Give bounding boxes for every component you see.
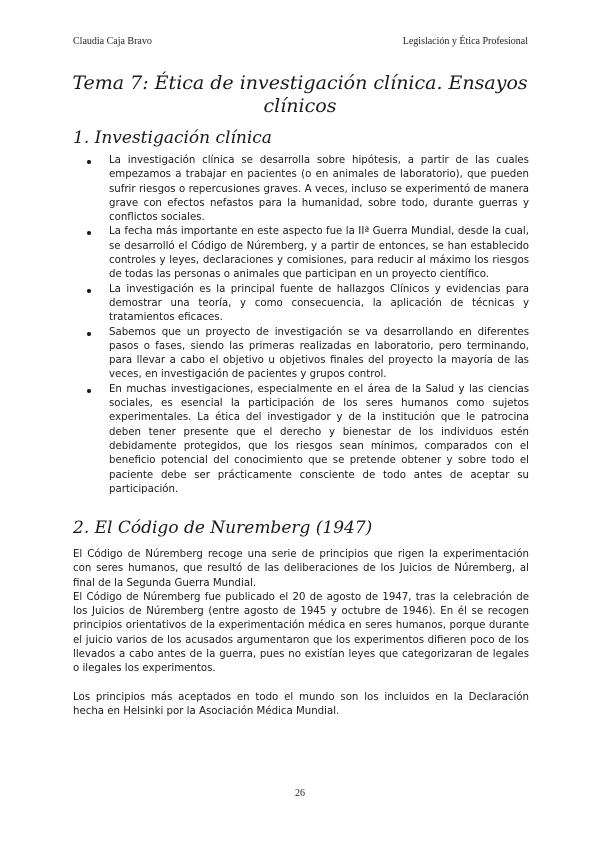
bullet-text: Sabemos que un proyecto de investigación se va desarrollando en diferentes pasos o fases, siendo las primeras realizadas en laboratorio, pero terminando, para llevar a cabo el objetivo u objetivos finales del proyecto la mayoría de las veces, en investigación de pacientes y grupos control.	[109, 326, 529, 381]
paragraph: Los principios más aceptados en todo el mundo son los incluidos en la Declaración hecha en Helsinki por la Asociación Médica Mundial.	[73, 691, 529, 718]
bullet-icon	[87, 289, 91, 293]
header-author: Claudia Caja Bravo	[73, 36, 152, 47]
bullet-item	[72, 225, 529, 282]
bullet-icon	[87, 160, 91, 164]
section-2-body	[73, 548, 529, 720]
bullet-item	[72, 283, 529, 326]
paragraph: El Código de Núremberg recoge una serie de principios que rigen la experimentación con seres humanos, que resultó de las deliberaciones de los Juicios de Núremberg, al final de la Segunda Guerra Mundial.	[73, 549, 529, 589]
paragraph: El Código de Núremberg fue publicado el 20 de agosto de 1947, tras la celebración de los Juicios de Núremberg (entre agosto de 1945 y octubre de 1946). En él se recogen principios orientativos de la experimentación médica en seres humanos, porque durante el juicio varios de los acusados argumentaron que los experimentos difieren poco de los llevados a cabo antes de la guerra, pues no existían leyes que categorizaran de legales o ilegales los experimentos.	[73, 591, 529, 675]
bullet-item	[72, 154, 529, 225]
section-1-bullet-list	[72, 154, 529, 497]
bullet-item	[72, 326, 529, 383]
bullet-text: La investigación es la principal fuente de hallazgos Clínicos y evidencias para demostrar una teoría, y como consecuencia, la aplicación de técnicas y tratamientos eficaces.	[109, 283, 529, 324]
bullet-icon	[87, 231, 91, 235]
section-1-heading: 1. Investigación clínica	[73, 128, 272, 148]
bullet-text: La investigación clínica se desarrolla sobre hipótesis, a partir de las cuales empezamos a trabajar en pacientes (o en animales de laboratorio), que pueden sufrir riesgos o repercusiones graves. A veces, incluso se experimentó de manera grave con efectos nefastos para la humanidad, sobre todo, durante guerras y conflictos sociales.	[109, 155, 529, 224]
header-subject: Legislación y Ética Profesional	[402, 36, 528, 47]
bullet-icon	[87, 389, 91, 393]
page-title: Tema 7: Ética de investigación clínica. Ensayos clínicos	[72, 72, 528, 117]
bullet-text: En muchas investigaciones, especialmente en el área de la Salud y las ciencias sociales, es esencial la participación de los seres humanos como sujetos experimentales. La ética del investigador y de la institución que le patrocina deben tener presente que el derecho y bienestar de los individuos estén debidamente protegidos, que los riesgos sean mínimos, comparados con el beneficio potencial del conocimiento que se pretende obtener y sobre todo el paciente debe ser prácticamente consciente de todo antes de aceptar su participación.	[109, 383, 529, 495]
page-number: 26	[295, 788, 305, 799]
section-2-heading: 2. El Código de Nuremberg (1947)	[73, 518, 373, 538]
bullet-text: La fecha más importante en este aspecto fue la IIª Guerra Mundial, desde la cual, se desarrolló el Código de Núremberg, y a partir de entonces, se han establecido controles y leyes, declaraciones y comisiones, para reducir al máximo los riesgos de todas las personas o animales que participan en un proyecto científico.	[109, 226, 529, 281]
bullet-item	[72, 383, 529, 497]
bullet-icon	[87, 332, 91, 336]
